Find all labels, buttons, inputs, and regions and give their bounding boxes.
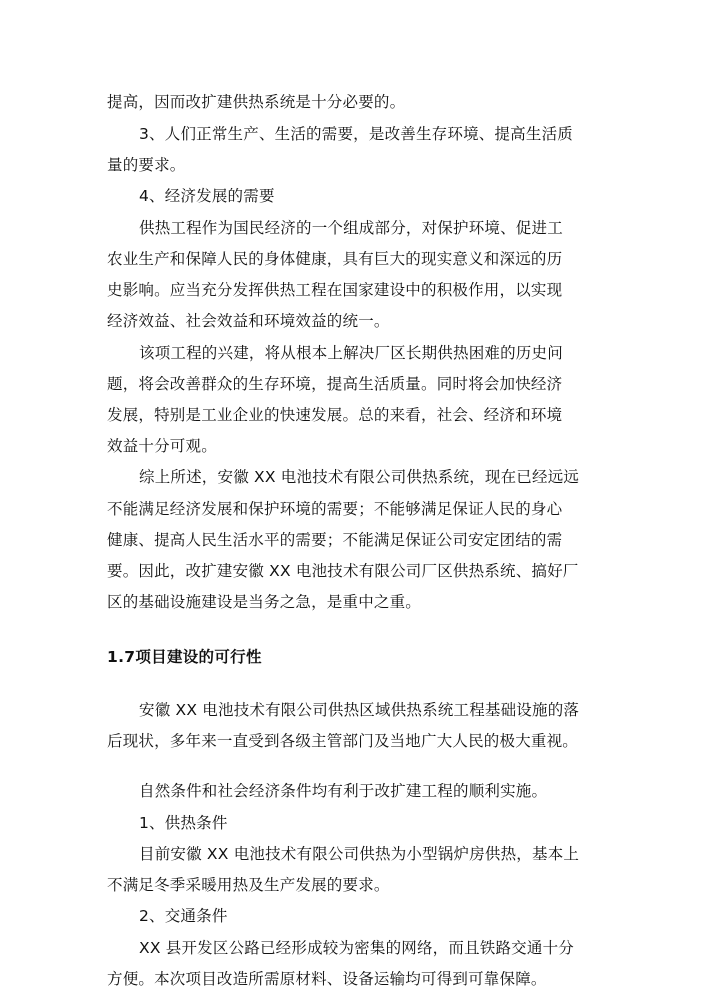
section-heading: 1.7项目建设的可行性 xyxy=(107,648,262,666)
paragraph-line: 经济效益、社会效益和环境效益的统一。 xyxy=(107,312,390,330)
paragraph-line: 4、经济发展的需要 xyxy=(139,187,275,205)
paragraph-line: 方便。本次项目改造所需原材料、设备运输均可得到可靠保障。 xyxy=(107,970,547,988)
paragraph-line: 提高，因而改扩建供热系统是十分必要的。 xyxy=(107,93,406,111)
paragraph-line: 量的要求。 xyxy=(107,156,186,174)
paragraph-line: 综上所述，安徽 XX 电池技术有限公司供热系统，现在已经远远 xyxy=(139,468,580,486)
paragraph-line: 健康、提高人民生活水平的需要；不能满足保证公司安定团结的需 xyxy=(107,531,563,549)
paragraph-line: 安徽 XX 电池技术有限公司供热区域供热系统工程基础设施的落 xyxy=(139,701,580,719)
paragraph-line: 目前安徽 XX 电池技术有限公司供热为小型锅炉房供热，基本上 xyxy=(139,845,580,863)
paragraph-line: 不满足冬季采暖用热及生产发展的要求。 xyxy=(107,876,390,894)
paragraph-line: 区的基础设施建设是当务之急，是重中之重。 xyxy=(107,593,422,611)
paragraph-line: XX 县开发区公路已经形成较为密集的网络，而且铁路交通十分 xyxy=(139,939,574,957)
paragraph-line: 自然条件和社会经济条件均有利于改扩建工程的顺利实施。 xyxy=(139,782,548,800)
list-item-label: 2、交通条件 xyxy=(139,907,228,925)
paragraph-line: 供热工程作为国民经济的一个组成部分，对保护环境、促进工 xyxy=(139,219,563,237)
paragraph-line: 效益十分可观。 xyxy=(107,437,217,455)
paragraph-line: 史影响。应当充分发挥供热工程在国家建设中的积极作用，以实现 xyxy=(107,281,563,299)
paragraph-line: 农业生产和保障人民的身体健康，具有巨大的现实意义和深远的历 xyxy=(107,250,563,268)
paragraph-line: 后现状，多年来一直受到各级主管部门及当地广大人民的极大重视。 xyxy=(107,732,579,750)
paragraph-line: 题，将会改善群众的生存环境，提高生活质量。同时将会加快经济 xyxy=(107,375,563,393)
paragraph-line: 不能满足经济发展和保护环境的需要；不能够满足保证人民的身心 xyxy=(107,500,563,518)
paragraph-line: 要。因此，改扩建安徽 XX 电池技术有限公司厂区供热系统、搞好厂 xyxy=(107,562,579,580)
paragraph-line: 发展，特别是工业企业的快速发展。总的来看，社会、经济和环境 xyxy=(107,406,563,424)
paragraph-line: 3、人们正常生产、生活的需要，是改善生存环境、提高生活质 xyxy=(139,125,573,143)
list-item-label: 1、供热条件 xyxy=(139,814,228,832)
paragraph-line: 该项工程的兴建，将从根本上解决厂区长期供热困难的历史问 xyxy=(139,344,563,362)
